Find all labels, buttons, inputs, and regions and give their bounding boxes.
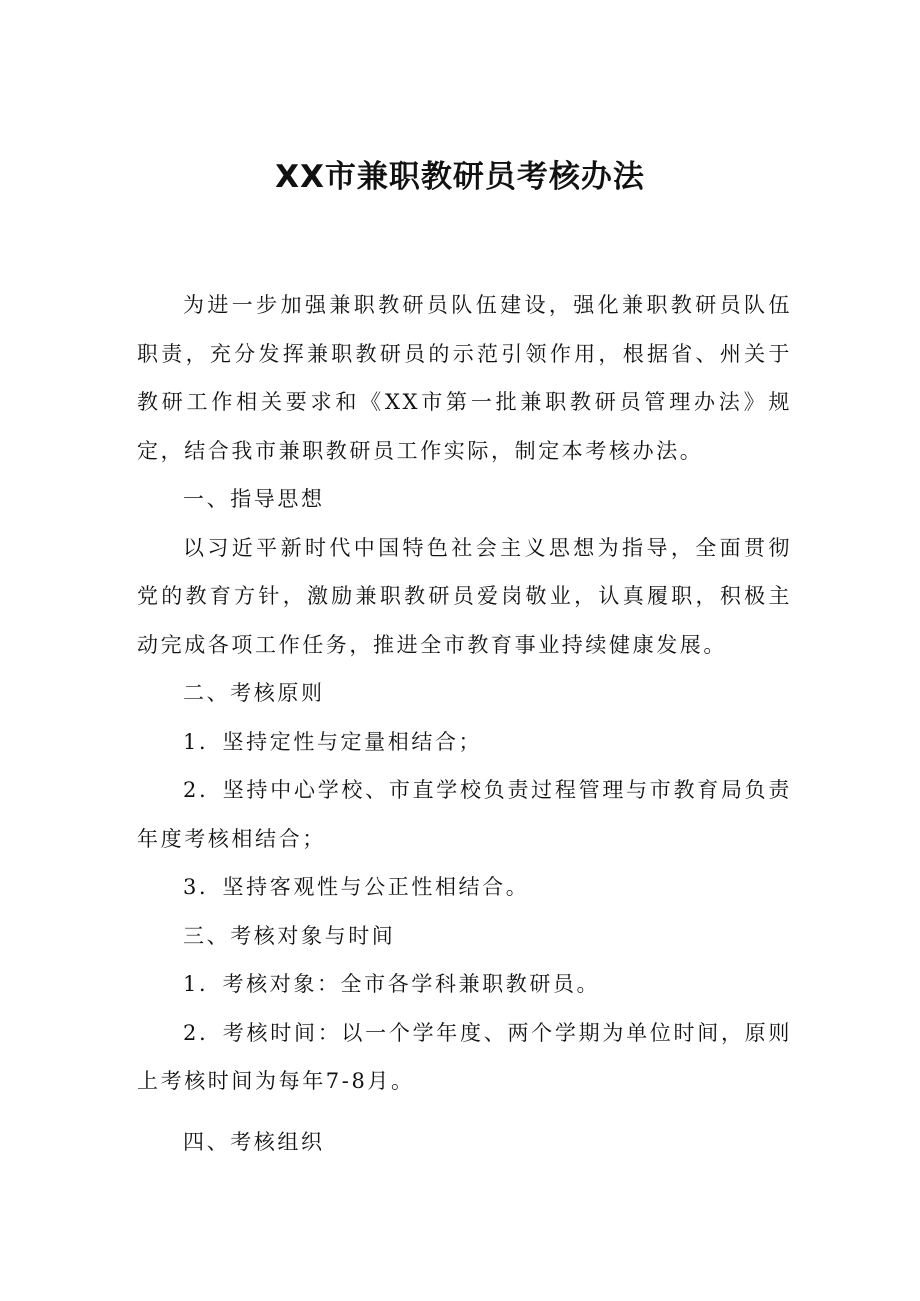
document-title: XX市兼职教研员考核办法 (275, 159, 645, 195)
guiding-thought-paragraph: 以习近平新时代中国特色社会主义思想为指导，全面贯彻党的教育方针，激励兼职教研员爱岗敬业，认真履职，积极主动完成各项工作任务，推进全市教育事业持续健康发展。 (137, 535, 792, 657)
target-time-item-2: 2．考核时间：以一个学年度、两个学期为单位时间，原则上考核时间为每年7-8月。 (137, 1020, 792, 1093)
section-heading-guiding-thought: 一、指导思想 (183, 487, 325, 511)
target-time-item-1: 1．考核对象：全市各学科兼职教研员。 (183, 972, 601, 996)
section-heading-principles: 二、考核原则 (183, 681, 325, 705)
intro-paragraph: 为进一步加强兼职教研员队伍建设，强化兼职教研员队伍职责，充分发挥兼职教研员的示范引领作用，根据省、州关于教研工作相关要求和《XX市第一批兼职教研员管理办法》规定，结合我市兼职教研员工作实际，制定本考核办法。 (137, 293, 792, 463)
principle-item-1: 1．坚持定性与定量相结合； (183, 729, 483, 754)
section-heading-organization: 四、考核组织 (183, 1129, 325, 1154)
section-heading-target-and-time: 三、考核对象与时间 (183, 923, 396, 948)
principle-item-2: 2．坚持中心学校、市直学校负责过程管理与市教育局负责年度考核相结合； (137, 778, 792, 851)
principle-item-3: 3．坚持客观性与公正性相结合。 (183, 875, 530, 899)
document-body (137, 281, 792, 1166)
